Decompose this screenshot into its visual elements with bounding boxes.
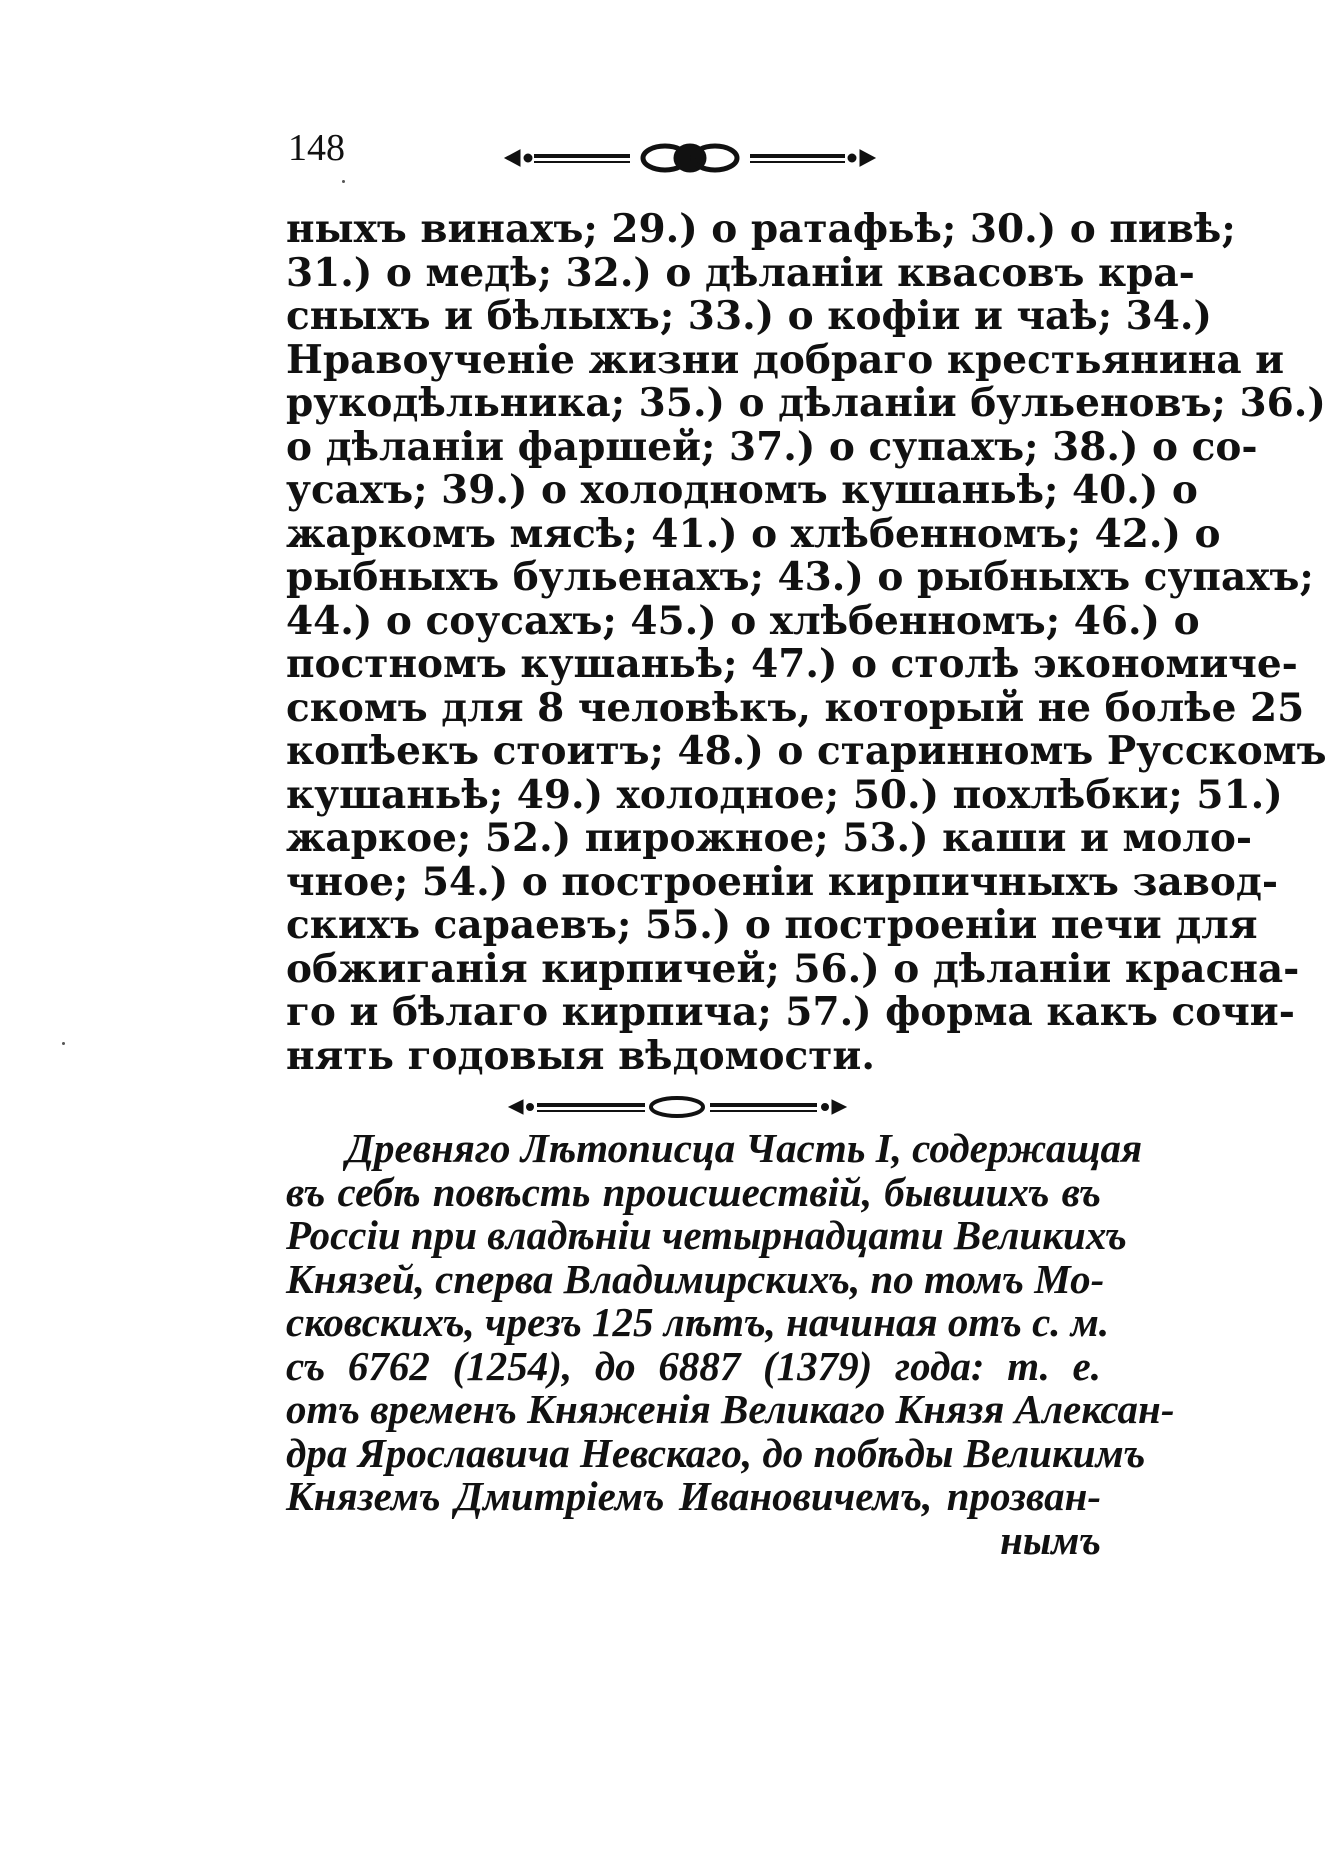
text-line: о дѣланіи фаршей; 37.) о супахъ; 38.) о со-: [286, 423, 1258, 470]
text-line: Россіи при владѣніи четырнадцати Великихъ: [286, 1212, 1127, 1258]
text-line: го и бѣлаго кирпича; 57.) форма какъ сочи-: [286, 989, 1295, 1035]
page-number: 148: [288, 127, 345, 169]
text-line: жаркое; 52.) пирожное; 53.) каши и моло-: [286, 815, 1253, 861]
text-line: жаркомъ мясѣ; 41.) о хлѣбенномъ; 42.) о: [286, 510, 1221, 557]
text-line: кушаньѣ; 49.) холодное; 50.) похлѣбки; 51.): [286, 771, 1283, 818]
text-line: дра Ярославича Невскаго, до побѣды Великимъ: [286, 1429, 1146, 1476]
text-line: рукодѣльника; 35.) о дѣланіи бульеновъ; 36.): [286, 380, 1326, 426]
catchword: нымъ: [1000, 1516, 1101, 1563]
text-line: сковскихъ, чрезъ 125 лѣтъ, начиная отъ с. м.: [286, 1299, 1110, 1345]
header-ornament-icon: [500, 138, 880, 178]
text-line: Древняго Лѣтописца Часть I, содержащая: [346, 1125, 1143, 1171]
text-line: нять годовыя вѣдомости.: [286, 1032, 875, 1079]
divider-ornament-icon: [505, 1090, 850, 1124]
text-line: 44.) о соусахъ; 45.) о хлѣбенномъ; 46.) о: [286, 597, 1200, 644]
text-line: рыбныхъ бульенахъ; 43.) о рыбныхъ супахъ;: [286, 554, 1314, 600]
text-line: 31.) о медѣ; 32.) о дѣланіи квасовъ кра-: [286, 249, 1195, 296]
text-line: копѣекъ стоитъ; 48.) о старинномъ Русскомъ: [286, 728, 1327, 774]
print-speck: [342, 180, 345, 183]
table-of-contents-continuation: [286, 206, 1327, 1079]
text-line: постномъ кушаньѣ; 47.) о столѣ экономиче-: [286, 641, 1298, 687]
text-line: Нравоученіе жизни добраго крестьянина и: [286, 336, 1285, 383]
book-announcement: [286, 1125, 1175, 1563]
text-line: скихъ сараевъ; 55.) о построеніи печи для: [286, 902, 1258, 948]
text-line: усахъ; 39.) о холодномъ кушаньѣ; 40.) о: [286, 467, 1198, 513]
text-line: въ себѣ повѣсть происшествій, бывшихъ въ: [286, 1168, 1101, 1215]
text-line: Княземъ Дмитріемъ Ивановичемъ, прозван-: [286, 1473, 1101, 1519]
text-line: отъ временъ Княженія Великаго Князя Алексан-: [286, 1386, 1175, 1432]
text-line: скомъ для 8 человѣкъ, который не болѣе 25: [286, 684, 1305, 731]
text-line: Князей, сперва Владимирскихъ, по томъ Мо-: [286, 1255, 1105, 1302]
text-line: сныхъ и бѣлыхъ; 33.) о кофіи и чаѣ; 34.): [286, 293, 1212, 339]
text-line: чное; 54.) о построеніи кирпичныхъ завод-: [286, 858, 1279, 905]
print-speck: [62, 1042, 65, 1045]
text-line: ныхъ винахъ; 29.) о ратафьѣ; 30.) о пивѣ;: [286, 206, 1236, 252]
text-line: обжиганія кирпичей; 56.) о дѣланіи красна-: [286, 945, 1300, 992]
text-line: съ 6762 (1254), до 6887 (1379) года: т. е.: [286, 1342, 1101, 1389]
